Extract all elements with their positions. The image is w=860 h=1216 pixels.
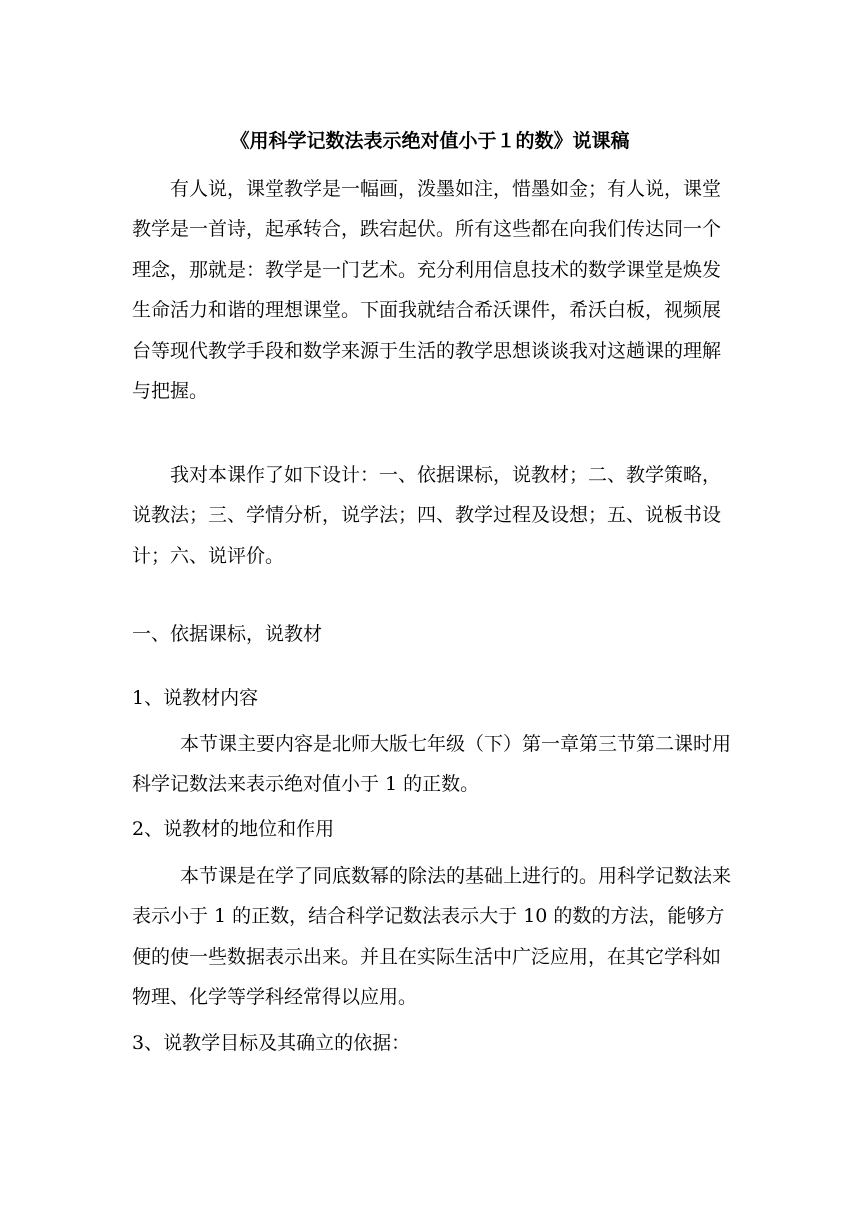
document-title: 《用科学记数法表示绝对值小于１的数》说课稿 (230, 130, 630, 152)
subsection-heading-2: 2、说教材的地位和作用 (132, 818, 335, 840)
subsection-paragraph-1: 本节课主要内容是北师大版七年级（下）第一章第三节第二课时用科学记数法来表示绝对值小于 1 的正数。 (132, 733, 732, 796)
intro-paragraph: 有人说，课堂教学是一幅画，泼墨如注，惜墨如金；有人说，课堂教学是一首诗，起承转合，跌宕起伏。所有这些都在向我们传达同一个理念，那就是：教学是一门艺术。充分利用信息技术的数学课堂是焕发生命活力和谐的理想课堂。下面我就结合希沃课件，希沃白板，视频展台等现代教学手段和数学来源于生活的教学思想谈谈我对这趟课的理解与把握。 (132, 178, 722, 403)
subsection-paragraph-2: 本节课是在学了同底数幂的除法的基础上进行的。用科学记数法来表示小于 1 的正数，结合科学记数法表示大于 10 的数的方法，能够方便的使一些数据表示出来。并且在实际生活中广泛应用，在其它学科如物理、化学等学科经常得以应用。 (132, 865, 732, 1009)
design-paragraph: 我对本课作了如下设计：一、依据课标，说教材；二、教学策略，说教法；三、学情分析，说学法；四、教学过程及设想；五、说板书设计；六、说评价。 (132, 464, 722, 567)
subsection-heading-3: 3、说教学目标及其确立的依据： (132, 1032, 411, 1054)
section-heading-1: 一、依据课标，说教材 (132, 623, 323, 645)
subsection-heading-1: 1、说教材内容 (132, 687, 259, 709)
